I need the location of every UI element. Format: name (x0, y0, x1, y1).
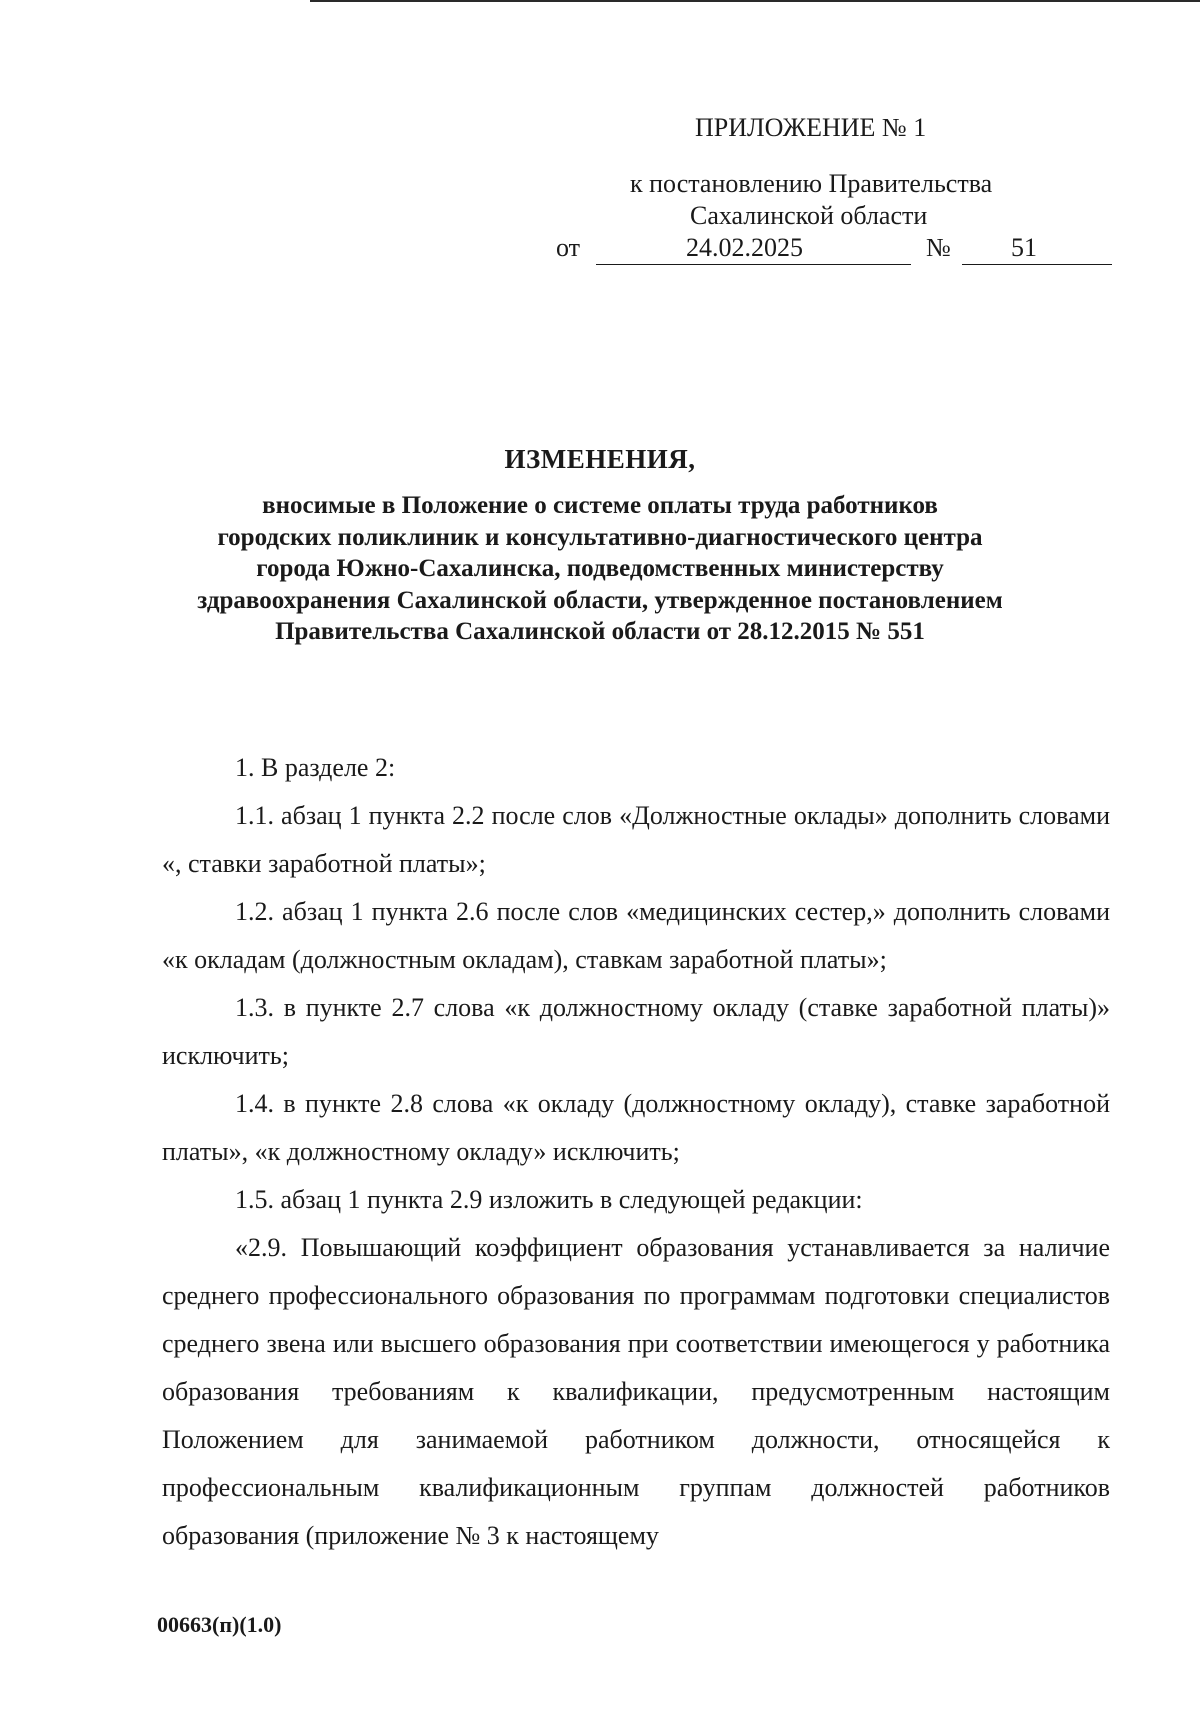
appendix-date-number-row (556, 232, 1116, 266)
appendix-ref-line2: Сахалинской области (690, 201, 928, 230)
appendix-title: ПРИЛОЖЕНИЕ № 1 (695, 113, 927, 142)
paragraph-1-4: 1.4. в пункте 2.8 слова «к окладу (должностному окладу), ставке заработной платы», «к должностному окладу» исключить; (162, 1089, 1110, 1166)
subtitle-line: Правительства Сахалинской области от 28.12.2015 № 551 (275, 618, 925, 645)
appendix-ref-line1: к постановлению Правительства (630, 169, 993, 198)
top-border-line (310, 0, 1200, 2)
resolution-date: 24.02.2025 (686, 233, 803, 262)
paragraph-1-2: 1.2. абзац 1 пункта 2.6 после слов «медицинских сестер,» дополнить словами «к окладам (должностным окладам), ставкам заработной платы»; (162, 897, 1110, 974)
section-heading: 1. В разделе 2: (235, 753, 396, 782)
number-underline (962, 264, 1112, 265)
subtitle-line: городских поликлиник и консультативно-диагностического центра (217, 523, 983, 551)
document-subtitle (150, 490, 1050, 648)
document-body (162, 744, 1110, 1560)
paragraph-1-3: 1.3. в пункте 2.7 слова «к должностному окладу (ставке заработной платы)» исключить; (162, 993, 1110, 1070)
ot-label: от (556, 233, 581, 262)
document-title: ИЗМЕНЕНИЯ, (504, 444, 696, 474)
paragraph-2-9-quote: «2.9. Повышающий коэффициент образования устанавливается за наличие среднего профессионального образования по программам подготовки специалистов среднего звена или высшего образования при соответствии имеющегося у работника образования требованиям к квалификации, предусмотренным настоящим Положением для занимаемой работником должности, относящейся к профессиональным квалификационным группам должностей работников образования (приложение № 3 к настоящему (162, 1233, 1110, 1550)
resolution-number: 51 (1011, 233, 1037, 262)
number-label: № (926, 233, 951, 262)
subtitle-line: здравоохранения Сахалинской области, утвержденное постановлением (197, 586, 1003, 614)
subtitle-line: вносимые в Положение о системе оплаты труда работников (262, 492, 938, 519)
paragraph-1-5: 1.5. абзац 1 пункта 2.9 изложить в следующей редакции: (235, 1185, 863, 1214)
paragraph-1-1: 1.1. абзац 1 пункта 2.2 после слов «Должностные оклады» дополнить словами «, ставки заработной платы»; (162, 801, 1110, 878)
subtitle-line: города Южно-Сахалинска, подведомственных министерству (256, 555, 944, 582)
document-code: 00663(п)(1.0) (157, 1612, 282, 1637)
date-underline (596, 264, 911, 265)
